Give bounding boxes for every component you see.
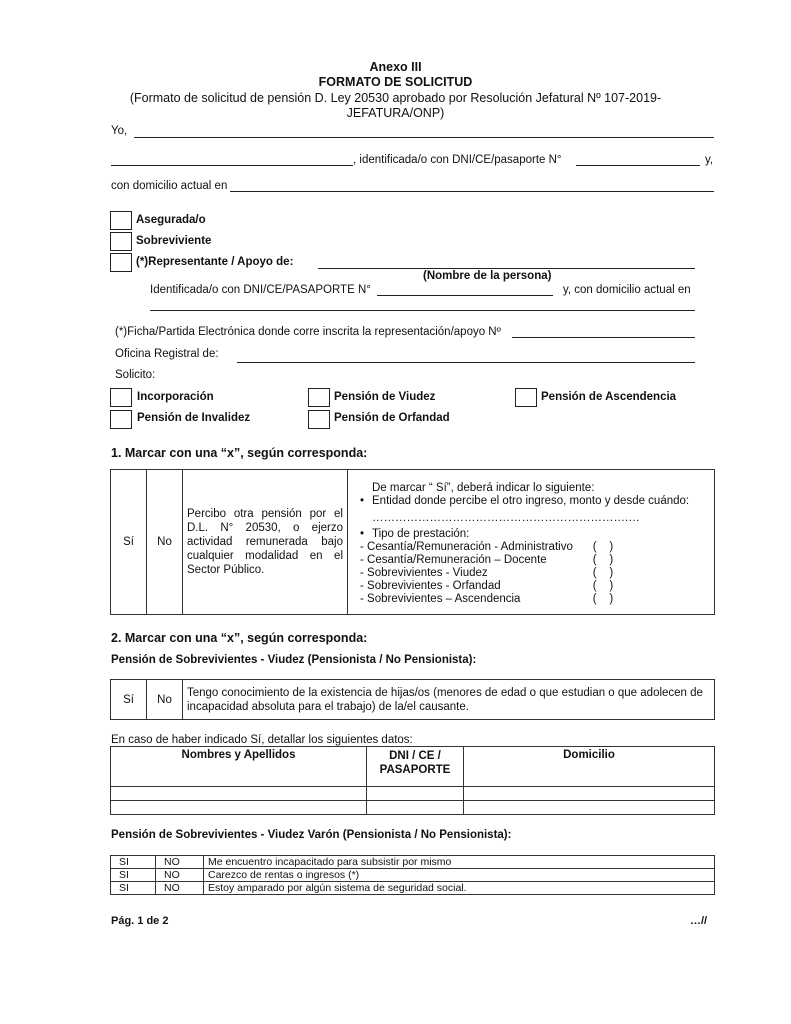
ascendencia-checkbox[interactable] (515, 388, 537, 407)
representado-name-field[interactable] (318, 268, 695, 269)
tipo-prestacion-mark[interactable]: ( ) (592, 593, 614, 605)
varon-no-cell[interactable]: NO (156, 882, 204, 895)
continued-mark: …// (690, 915, 708, 927)
nombres-cell[interactable] (111, 787, 367, 801)
sobreviviente-label: Sobreviviente (136, 235, 212, 247)
nombres-cell[interactable] (111, 801, 367, 815)
caso-label: En caso de haber indicado Sí, detallar los siguientes datos: (111, 734, 413, 746)
identificada-label: , identificada/o con DNI/CE/pasaporte N° (353, 154, 562, 166)
solicito-label: Solicito: (115, 369, 156, 381)
oficina-label: Oficina Registral de: (115, 348, 219, 360)
tipo-prestacion-item (360, 593, 710, 606)
varon-table (110, 855, 715, 895)
section1-table (110, 469, 715, 615)
tipo-prestacion-item (360, 580, 710, 593)
name-field[interactable] (134, 137, 714, 138)
domicilio-rep-label: y, con domicilio actual en (563, 284, 691, 296)
section1-no-cell[interactable]: No (147, 470, 183, 615)
domicilio-label: con domicilio actual en (111, 180, 228, 192)
tipo-prestacion-mark[interactable]: ( ) (592, 554, 614, 566)
tipo-prestacion-list (360, 541, 710, 606)
form-title: FORMATO DE SOLICITUD (318, 75, 473, 89)
tipo-prestacion-label: - Cesantía/Remuneración - Administrativo (360, 541, 573, 553)
tipo-prestacion-mark[interactable]: ( ) (592, 580, 614, 592)
oficina-field[interactable] (237, 362, 695, 363)
tipo-prestacion-label: - Cesantía/Remuneración – Docente (360, 554, 547, 566)
yo-label: Yo, (111, 125, 128, 137)
table-row (111, 787, 715, 801)
dni-cell[interactable] (367, 787, 464, 801)
section2-subheading2: Pensión de Sobrevivientes - Viudez Varón (Pensionista / No Pensionista): (111, 829, 512, 841)
tipo-prestacion-mark[interactable]: ( ) (592, 541, 614, 553)
invalidez-label: Pensión de Invalidez (137, 412, 251, 424)
details-dots: ………………………………………………………….… (372, 512, 640, 524)
dni-cell[interactable] (367, 801, 464, 815)
col-dni-header: DNI / CE / PASAPORTE (367, 747, 464, 787)
nombre-persona-caption: (Nombre de la persona) (423, 270, 552, 282)
incorporacion-label: Incorporación (137, 391, 214, 403)
tipo-prestacion-item (360, 554, 710, 567)
rep-document-field[interactable] (377, 295, 553, 296)
table-row (111, 801, 715, 815)
section1-details (348, 470, 715, 615)
section2-subheading: Pensión de Sobrevivientes - Viudez (Pensionista / No Pensionista): (111, 654, 477, 666)
col-nombres-header: Nombres y Apellidos (111, 747, 367, 787)
domicilio-cell[interactable] (464, 787, 715, 801)
varon-si-cell[interactable]: SI (111, 856, 156, 869)
section2-no-cell[interactable]: No (147, 680, 183, 720)
tipo-prestacion-label: - Sobrevivientes - Orfandad (360, 580, 501, 592)
domicilio-cell[interactable] (464, 801, 715, 815)
form-subtitle-line2: JEFATURA/ONP) (346, 106, 445, 120)
orfandad-checkbox[interactable] (308, 410, 330, 429)
varon-si-cell[interactable]: SI (111, 882, 156, 895)
details-bullet2: • Tipo de prestación: (360, 528, 470, 540)
section2-question: Tengo conocimiento de la existencia de hijas/os (menores de edad o que estudian o que adolecen de incapacidad absoluta para el trabajo) de la/el causante. (183, 680, 715, 720)
section1-question: Percibo otra pensión por el D.L. N° 20530, o ejerzo actividad remunerada bajo cualquier modalidad en el Sector Público. (183, 470, 348, 615)
tipo-prestacion-item (360, 541, 710, 554)
ficha-field[interactable] (512, 337, 695, 338)
table-row (111, 869, 715, 882)
tipo-prestacion-item (360, 567, 710, 580)
annex-label: Anexo III (369, 60, 422, 74)
ficha-label: (*)Ficha/Partida Electrónica donde corre inscrita la representación/apoyo Nº (115, 326, 501, 338)
varon-text-cell: Me encuentro incapacitado para subsistir por mismo (204, 856, 715, 869)
sobreviviente-checkbox[interactable] (110, 232, 132, 251)
incorporacion-checkbox[interactable] (110, 388, 132, 407)
section2-si-cell[interactable]: Sí (111, 680, 147, 720)
identificada-rep-label: Identificada/o con DNI/CE/PASAPORTE N° (150, 284, 371, 296)
name-continuation-field[interactable] (111, 165, 353, 166)
varon-si-cell[interactable]: SI (111, 869, 156, 882)
form-subtitle-line1: (Formato de solicitud de pensión D. Ley 20530 aprobado por Resolución Jefatural Nº 107-2019- (129, 91, 662, 105)
rep-address-field[interactable] (150, 310, 695, 311)
section1-heading: 1. Marcar con una “x”, según corresponda: (111, 446, 368, 460)
representante-label: (*)Representante / Apoyo de: (136, 256, 294, 268)
section2-heading: 2. Marcar con una “x”, según corresponda: (111, 631, 368, 645)
section2-table (110, 679, 715, 720)
invalidez-checkbox[interactable] (110, 410, 132, 429)
varon-text-cell: Carezco de rentas o ingresos (*) (204, 869, 715, 882)
table-row (111, 856, 715, 869)
representante-checkbox[interactable] (110, 253, 132, 272)
address-field[interactable] (230, 191, 714, 192)
tipo-prestacion-label: - Sobrevivientes – Ascendencia (360, 593, 521, 605)
viudez-label: Pensión de Viudez (334, 391, 436, 403)
section1-si-cell[interactable]: Sí (111, 470, 147, 615)
asegurado-checkbox[interactable] (110, 211, 132, 230)
orfandad-label: Pensión de Orfandad (334, 412, 450, 424)
page-number: Pág. 1 de 2 (111, 915, 169, 927)
ascendencia-label: Pensión de Ascendencia (541, 391, 677, 403)
y-label: y, (705, 154, 714, 166)
asegurado-label: Asegurada/o (136, 214, 206, 226)
varon-no-cell[interactable]: NO (156, 856, 204, 869)
tipo-prestacion-mark[interactable]: ( ) (592, 567, 614, 579)
hijos-table (110, 746, 715, 815)
table-row (111, 882, 715, 895)
document-number-field[interactable] (576, 165, 700, 166)
varon-no-cell[interactable]: NO (156, 869, 204, 882)
viudez-checkbox[interactable] (308, 388, 330, 407)
varon-text-cell: Estoy amparado por algún sistema de seguridad social. (204, 882, 715, 895)
col-domicilio-header: Domicilio (464, 747, 715, 787)
tipo-prestacion-label: - Sobrevivientes - Viudez (360, 567, 488, 579)
details-intro: De marcar “ Sí”, deberá indicar lo siguiente: (372, 482, 595, 494)
details-bullet1: • Entidad donde percibe el otro ingreso, monto y desde cuándo: (360, 495, 690, 507)
